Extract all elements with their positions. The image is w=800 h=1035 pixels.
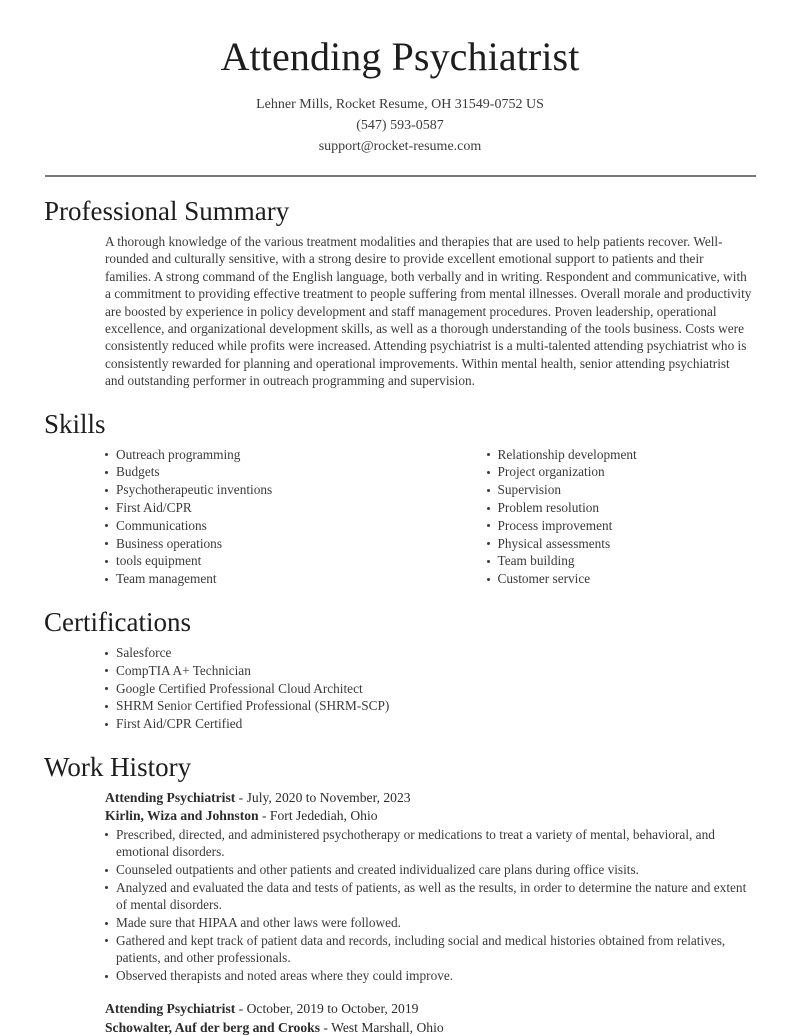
job-dates: - July, 2020 to November, 2023 (235, 789, 411, 805)
section-work-history (0, 750, 800, 1035)
contact-phone: (547) 593-0587 (356, 118, 444, 133)
summary-body (44, 233, 756, 390)
list-item: Budgets (105, 463, 431, 480)
list-item: First Aid/CPR Certified (105, 715, 756, 732)
job-company-line (105, 1019, 756, 1035)
skills-column-left (105, 446, 431, 588)
skills-list-right (487, 446, 757, 588)
contact-email: support@rocket-resume.com (318, 139, 482, 154)
job-location: - Fort Jedediah, Ohio (258, 808, 378, 824)
list-item: CompTIA A+ Technician (105, 662, 756, 679)
resume-header (0, 0, 800, 177)
list-item: Supervision (487, 481, 757, 498)
page-title: Attending Psychiatrist (220, 34, 580, 79)
list-item: Customer service (487, 570, 757, 587)
job-bullet-list (105, 826, 756, 985)
work-history-body (44, 789, 756, 1035)
section-professional-summary (0, 194, 800, 390)
list-item: Outreach programming (105, 446, 431, 463)
list-item: Problem resolution (487, 499, 757, 516)
job-spacer (105, 986, 756, 1000)
list-item: Prescribed, directed, and administered psychotherapy or medications to treat a variety of mental, behavioral, and emotional disorders. (105, 826, 756, 861)
skills-list-left (105, 446, 431, 588)
list-item: tools equipment (105, 552, 431, 569)
list-item: First Aid/CPR (105, 499, 431, 516)
job-dates: - October, 2019 to October, 2019 (235, 1001, 419, 1017)
job-entry (105, 1000, 756, 1035)
job-title: Attending Psychiatrist (105, 1001, 236, 1017)
job-title-line (105, 1000, 756, 1019)
list-item: Observed therapists and noted areas where they could improve. (105, 967, 756, 984)
skills-column-right (431, 446, 757, 588)
job-company: Kirlin, Wiza and Johnston (105, 808, 259, 824)
list-item: Team management (105, 570, 431, 587)
certifications-body (44, 644, 756, 733)
job-location: - West Marshall, Ohio (320, 1020, 444, 1035)
list-item: Salesforce (105, 644, 756, 661)
skills-columns (44, 446, 756, 588)
list-item: Made sure that HIPAA and other laws were followed. (105, 914, 756, 931)
list-item: Business operations (105, 535, 431, 552)
list-item: Google Certified Professional Cloud Architect (105, 680, 756, 697)
section-skills (0, 407, 800, 588)
list-item: Project organization (487, 463, 757, 480)
list-item: Physical assessments (487, 535, 757, 552)
contact-address: Lehner Mills, Rocket Resume, OH 31549-0752 US (256, 97, 544, 112)
header-divider (45, 175, 756, 177)
list-item: Team building (487, 552, 757, 569)
list-item: Psychotherapeutic inventions (105, 481, 431, 498)
list-item: Process improvement (487, 517, 757, 534)
list-item: SHRM Senior Certified Professional (SHRM-SCP) (105, 697, 756, 714)
job-title-line (105, 789, 756, 808)
section-certifications (0, 605, 800, 733)
list-item: Gathered and kept track of patient data and records, including social and medical histories obtained from relatives, patients, and other professionals. (105, 932, 756, 967)
section-heading-certifications: Certifications (44, 607, 191, 638)
list-item: Counseled outpatients and other patients and created individualized care plans during office visits. (105, 861, 756, 878)
job-company-line (105, 807, 756, 826)
section-heading-skills: Skills (44, 408, 106, 439)
certifications-list (105, 644, 756, 733)
list-item: Analyzed and evaluated the data and tests of patients, as well as the results, in order to determine the nature and extent of mental disorders. (105, 879, 756, 914)
job-company: Schowalter, Auf der berg and Crooks (105, 1020, 321, 1035)
job-title: Attending Psychiatrist (105, 789, 236, 805)
list-item: Communications (105, 517, 431, 534)
section-heading-summary: Professional Summary (44, 196, 290, 226)
job-entry (105, 789, 756, 985)
list-item: Relationship development (487, 446, 757, 463)
section-heading-work-history: Work History (44, 751, 192, 782)
summary-paragraph: A thorough knowledge of the various treatment modalities and therapies that are used to help patients recover. Well-rounded and culturally sensitive, with a strong desire to provide excellent emotional support to patients and their families. A strong command of the English language, both verbally and in writing. Respondent and communicative, with a commitment to providing effective treatment to people suffering from mental illnesses. Overall morale and productivity are boosted by experience in policy development and staff management procedures. Proven leadership, operational excellence, and organizational development skills, as well as a thorough understanding of the tools business. Costs were consistently reduced while profits were increased. Attending psychiatrist is a multi-talented attending psychiatrist who is consistently rewarded for planning and operational improvements. Within mental health, senior attending psychiatrist and outstanding performer in outreach programming and supervision. (105, 234, 752, 389)
